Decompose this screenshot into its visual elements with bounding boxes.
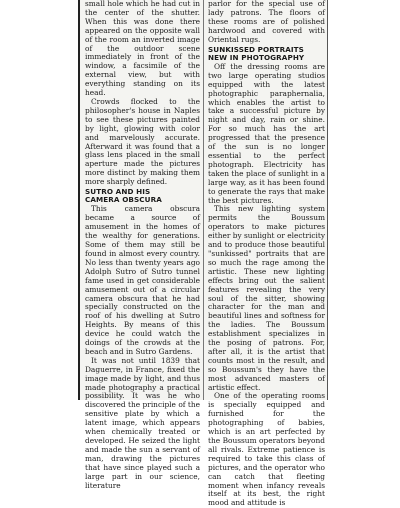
paragraph: It was not until 1839 that Daguerre, in France, fixed the image made by light, and thus made photography a practical possibility. It was he who discovered the principle of the sensitive plate by which a latent image, which appears when chemically treated or developed. He seized the light and made the sun a servant of man, drawing the pictures that have since played such a large part in our science, literature [85,355,200,490]
paragraph: Off the dressing rooms are two large operating studios equipped with the latest photographic paraphernalia, which enables the artist to take a successful picture by night and day, rain or shine. For so much has the art progressed that the presence of the sun is no longer essential to the perfect photograph. Electricity has taken the place of sunlight in a large way, as it has been found to generate the rays that make the best pictures. [208,61,325,205]
paragraph: One of the operating rooms is specially equipped and furnished for the photographing of babies, which is an art perfected by the Boussum operators beyond all rivals. Extreme patience is required to take this class of pictures, and the operator who can catch that fleeting moment when infancy reveals itself at its best, the right mood and attitude is [208,391,325,508]
article-column-right [208,0,325,508]
section-heading-line: SUNKISSED PORTRAITS [208,44,304,54]
newspaper-page [78,0,328,508]
paragraph: This new lighting system permits the Boussum operators to make pictures either by sunlight or electricity and to produce those beautiful "sunkissed" portraits that are so much the rage among the artistic. These new lighting effects bring out the salient features revealing the very soul of the sitter, showing character for the man and beautiful lines and softness for the ladies. The Boussum establishment specializes in the posing of patrons. For, after all, it is the artist that counts most in the result, and so Boussum's they have the most advanced masters of artistic effect. [208,204,325,392]
article-column-left [85,0,200,490]
section-heading-line: NEW IN PHOTOGRAPHY [208,52,305,62]
section-heading-line: CAMERA OBSCURA [85,195,162,205]
paragraph: parlor for the special use of lady patrons. The floors of these rooms are of polished hardwood and covered with Oriental rugs. [208,0,325,44]
section-heading-line: SUTRO AND HIS [85,187,151,197]
paragraph: Crowds flocked to the philosopher's house in Naples to see these pictures painted by light, glowing with color and marvelously accurate. Afterward it was found that a glass lens placed in the small aperture made the pictures more distinct by making them more sharply defined. [85,96,200,187]
column-divider [203,0,204,400]
paragraph: small hole which he had cut in the center of the shutter. When this was done there appeared on the opposite wall of the room an inverted image of the outdoor scene immediately in front of the window, a facsimile of the external view, but with everything standing on its head. [85,0,200,98]
paragraph: This camera obscura became a source of amusement in the homes of the wealthy for generations. Some of them may still be found in almost every country. No less than twenty years ago Adolph Sutro of Sutro tunnel fame used in get considerable amusement out of a circular camera obscura that he had specially constructed on the roof of his dwelling at Sutro Heights. By means of this device he could watch the doings of the crowds at the beach and in Sutro Gardens. [85,204,200,356]
section-heading [85,188,200,204]
section-heading [208,46,325,62]
